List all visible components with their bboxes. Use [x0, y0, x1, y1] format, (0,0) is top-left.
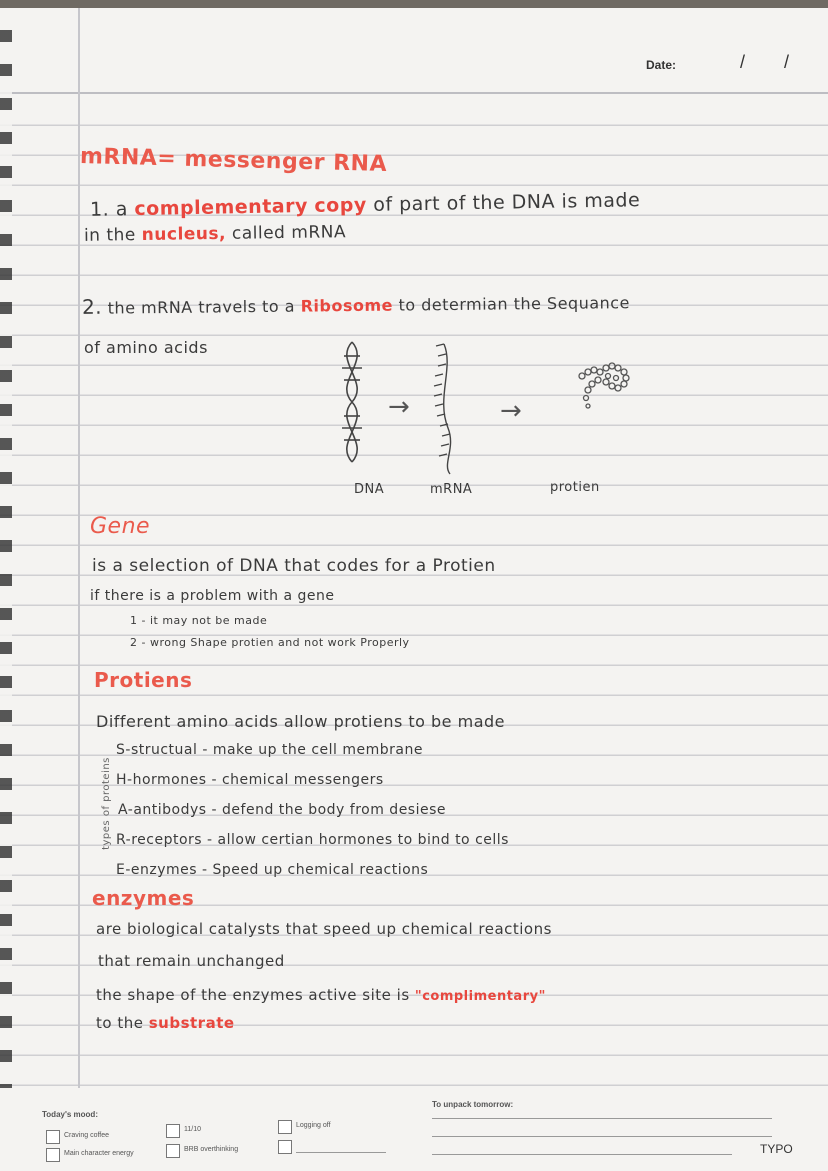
- mood-brb-overthinking: BRB overthinking: [184, 1146, 239, 1153]
- mood-blank-line: [296, 1152, 386, 1153]
- point-1-complementary: complementary: [134, 195, 309, 221]
- point-1-rest: of part of the DNA is made: [373, 189, 641, 216]
- date-slash-1: /: [740, 52, 746, 72]
- point-2-number: 2.: [81, 294, 103, 319]
- point-2-line-1: [82, 289, 630, 319]
- mrna-strand-drawing: [434, 344, 451, 474]
- proteins-heading: Protiens: [94, 668, 193, 692]
- dna-mrna-protein-diagram: [330, 338, 650, 478]
- dna-helix-drawing: [342, 342, 362, 462]
- point-1-line-2: [84, 222, 346, 246]
- point-1-line-1: [90, 189, 641, 221]
- protein-type-receptors: R-receptors - allow certian hormones to bind to cells: [116, 832, 509, 848]
- gene-line-1: is a selection of DNA that codes for a Protien: [92, 556, 496, 576]
- to-unpack-label: To unpack tomorrow:: [432, 1100, 514, 1109]
- mood-craving-coffee: Craving coffee: [64, 1132, 110, 1139]
- page-title: mRNA= messenger RNA: [79, 143, 388, 178]
- enzymes-line-1: are biological catalysts that speed up chemical reactions: [96, 920, 552, 938]
- gene-item-1: 1 - it may not be made: [130, 614, 268, 627]
- enzymes-line-4: [96, 1014, 235, 1032]
- unpack-line-1: [432, 1118, 772, 1119]
- protein-type-antibodies: A-antibodys - defend the body from desiese: [118, 802, 447, 818]
- point-2-text-pre: the mRNA travels to a: [107, 296, 296, 318]
- gene-item-2: 2 - wrong Shape protien and not work Properly: [130, 636, 410, 649]
- mood-checkbox-brb-overthinking[interactable]: [166, 1144, 180, 1158]
- header-rule: [0, 92, 828, 94]
- enzymes-line-3: [96, 986, 546, 1004]
- enzymes-substrate: substrate: [148, 1014, 235, 1032]
- margin-line: [78, 8, 80, 1171]
- proteins-intro: Different amino acids allow protiens to be made: [96, 712, 505, 731]
- todays-mood-label: Today's mood:: [42, 1110, 98, 1119]
- gene-line-2: if there is a problem with a gene: [90, 588, 335, 604]
- date-label: Date:: [646, 58, 677, 72]
- point-1-line-2-pre: in the: [83, 225, 136, 246]
- mood-eleven-ten: 11/10: [184, 1126, 201, 1133]
- protein-chain-drawing: [579, 363, 629, 408]
- brand-logo: TYPO: [760, 1142, 793, 1156]
- protein-type-hormones: H-hormones - chemical messengers: [116, 772, 384, 788]
- protein-type-structural: S-structual - make up the cell membrane: [116, 742, 423, 758]
- point-2-text-post: to determian the Sequance: [398, 293, 630, 315]
- mood-checkbox-blank[interactable]: [278, 1140, 292, 1154]
- unpack-line-3: [432, 1154, 732, 1155]
- mood-main-character: Main character energy: [64, 1150, 134, 1157]
- gene-heading: Gene: [90, 514, 151, 539]
- unpack-line-2: [432, 1136, 772, 1137]
- mood-checkbox-main-character[interactable]: [46, 1148, 60, 1162]
- enzymes-line-2: that remain unchanged: [98, 952, 285, 970]
- enzymes-line-3-pre: the shape of the enzymes active site is: [96, 986, 410, 1004]
- point-1-number: 1.: [89, 198, 110, 221]
- mrna-label: mRNA: [430, 482, 473, 497]
- mood-checkbox-eleven-ten[interactable]: [166, 1124, 180, 1138]
- point-1-line-2-post: called mRNA: [231, 222, 347, 244]
- point-1-a: a: [115, 198, 129, 221]
- dna-label: DNA: [354, 482, 385, 497]
- notebook-page: [0, 8, 828, 1171]
- spiral-binding: [0, 8, 12, 1171]
- enzymes-complimentary: "complimentary": [414, 989, 546, 1004]
- enzymes-line-4-pre: to the: [96, 1014, 144, 1032]
- arrow-2: →: [500, 396, 523, 426]
- mood-checkbox-craving-coffee[interactable]: [46, 1130, 60, 1144]
- date-slash-2: /: [784, 52, 790, 72]
- mood-checkbox-logging-off[interactable]: [278, 1120, 292, 1134]
- types-of-proteins-label: types of proteins: [100, 757, 112, 850]
- page-footer: [0, 1088, 828, 1171]
- enzymes-heading: enzymes: [92, 886, 195, 910]
- protein-label: protien: [550, 480, 600, 495]
- point-1-nucleus: nucleus,: [141, 223, 227, 246]
- arrow-1: →: [388, 392, 411, 422]
- page-header-area: [0, 8, 828, 100]
- point-2-ribosome: Ribosome: [300, 295, 394, 316]
- point-1-copy: copy: [314, 193, 367, 217]
- protein-type-enzymes: E-enzymes - Speed up chemical reactions: [116, 862, 429, 878]
- point-2-line-2: of amino acids: [84, 338, 208, 357]
- mood-logging-off: Logging off: [296, 1122, 331, 1129]
